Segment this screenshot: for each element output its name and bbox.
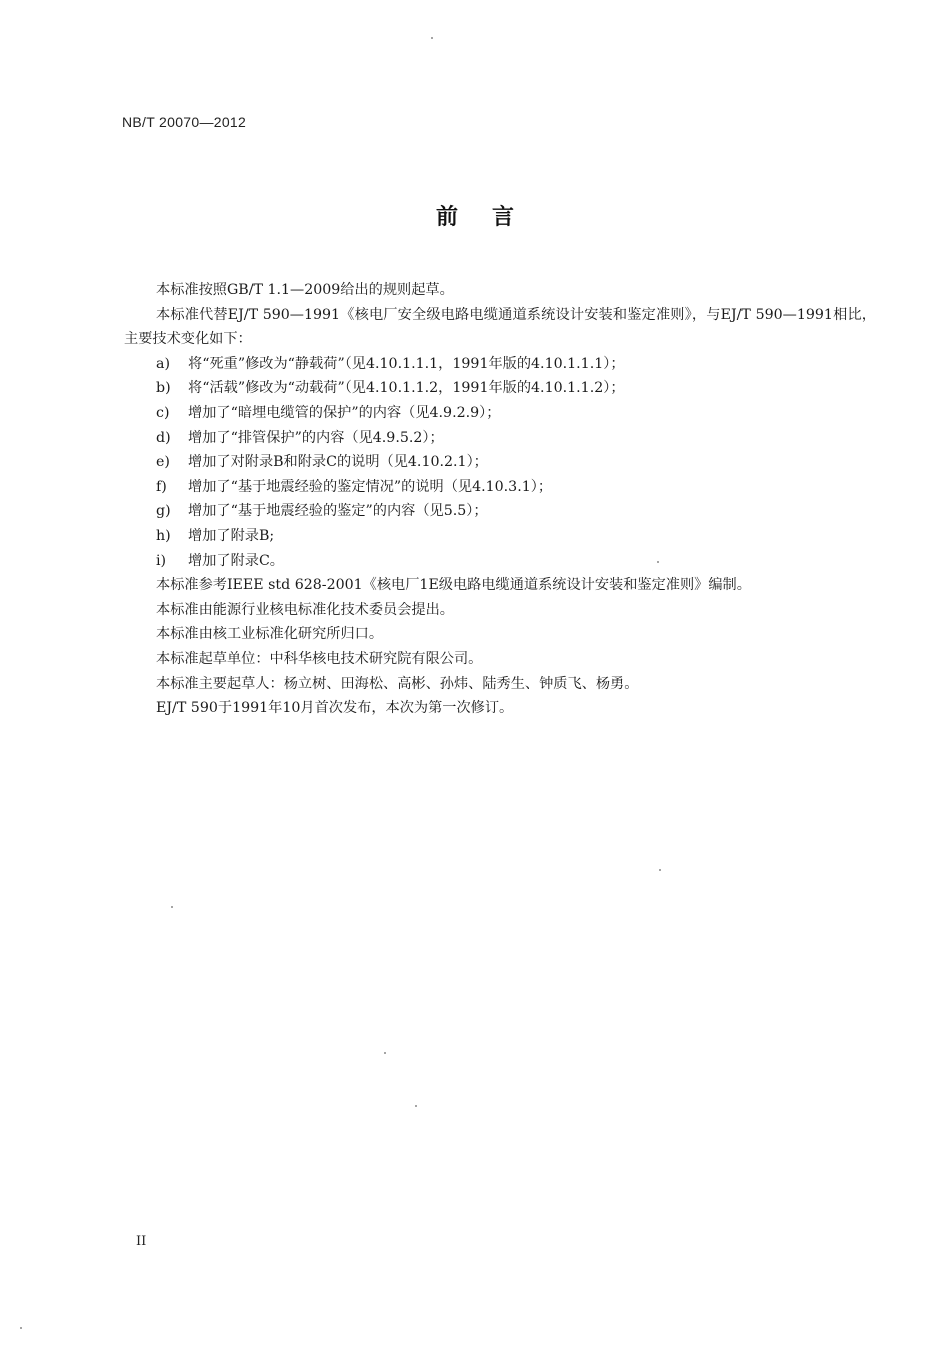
- list-item: [124, 499, 876, 524]
- list-item-text: 增加了“基于地震经验的鉴定情况”的说明（见4.10.3.1）；: [188, 478, 553, 495]
- list-item: [124, 549, 876, 574]
- list-marker: c): [156, 404, 170, 421]
- list-marker: d): [156, 429, 171, 446]
- list-item-text: 增加了附录C。: [188, 552, 284, 569]
- paragraph-drafting-rules: 本标准按照GB/T 1.1—2009给出的规则起草。: [156, 282, 454, 298]
- list-item: [124, 524, 876, 549]
- paragraph-publication-history: EJ/T 590于1991年10月首次发布，本次为第一次修订。: [156, 700, 514, 717]
- paragraph-proposed-by: 本标准由能源行业核电标准化技术委员会提出。: [156, 601, 454, 618]
- list-item: [124, 376, 876, 401]
- scan-speck: [657, 561, 659, 563]
- page-title: 前言: [435, 205, 548, 230]
- list-item: [124, 475, 876, 500]
- list-marker: i): [156, 552, 167, 569]
- scan-speck: [431, 37, 433, 39]
- list-item-text: 将“死重”修改为“静载荷”（见4.10.1.1.1，1991年版的4.10.1.1.1）；: [188, 355, 625, 372]
- scan-speck: [384, 1052, 386, 1054]
- paragraph-replaces-standard: 本标准代替EJ/T 590—1991《核电厂安全级电路电缆通道系统设计安装和鉴定准则》，与EJ/T 590—1991相比，主要技术变化如下：: [124, 306, 876, 348]
- list-marker: e): [156, 454, 170, 471]
- changes-list: [124, 352, 876, 573]
- scan-speck: [20, 1327, 22, 1329]
- scan-speck: [659, 869, 661, 871]
- foreword-body: [124, 278, 876, 721]
- list-item: [124, 352, 876, 377]
- list-item-text: 增加了对附录B和附录C的说明（见4.10.2.1）；: [188, 454, 488, 471]
- list-marker: g): [156, 503, 171, 520]
- list-marker: h): [156, 527, 171, 544]
- list-item-text: 增加了“暗埋电缆管的保护”的内容（见4.9.2.9）；: [188, 404, 501, 421]
- list-item-text: 增加了附录B;: [188, 527, 275, 544]
- paragraph-reference-standard: 本标准参考IEEE std 628-2001《核电厂1E级电路电缆通道系统设计安装和鉴定准则》编制。: [156, 577, 751, 594]
- page-number: II: [136, 1234, 147, 1249]
- list-item: [124, 401, 876, 426]
- list-marker: a): [156, 355, 170, 372]
- list-item-text: 增加了“基于地震经验的鉴定”的内容（见5.5）；: [188, 503, 488, 520]
- list-item-text: 增加了“排管保护”的内容（见4.9.5.2）；: [188, 429, 444, 446]
- document-code: NB/T 20070—2012: [122, 114, 247, 130]
- scan-speck: [171, 906, 173, 908]
- scan-speck: [415, 1105, 417, 1107]
- list-marker: f): [156, 478, 167, 495]
- list-item: [124, 426, 876, 451]
- list-item-text: 将“活载”修改为“动载荷”（见4.10.1.1.2，1991年版的4.10.1.1.2）；: [188, 380, 625, 397]
- paragraph-centralized-by: 本标准由核工业标准化研究所归口。: [156, 626, 384, 643]
- list-item: [124, 450, 876, 475]
- list-marker: b): [156, 380, 171, 397]
- paragraph-drafters: 本标准主要起草人：杨立树、田海松、高彬、孙炜、陆秀生、钟质飞、杨勇。: [156, 675, 639, 692]
- paragraph-drafting-unit: 本标准起草单位：中科华核电技术研究院有限公司。: [156, 650, 483, 667]
